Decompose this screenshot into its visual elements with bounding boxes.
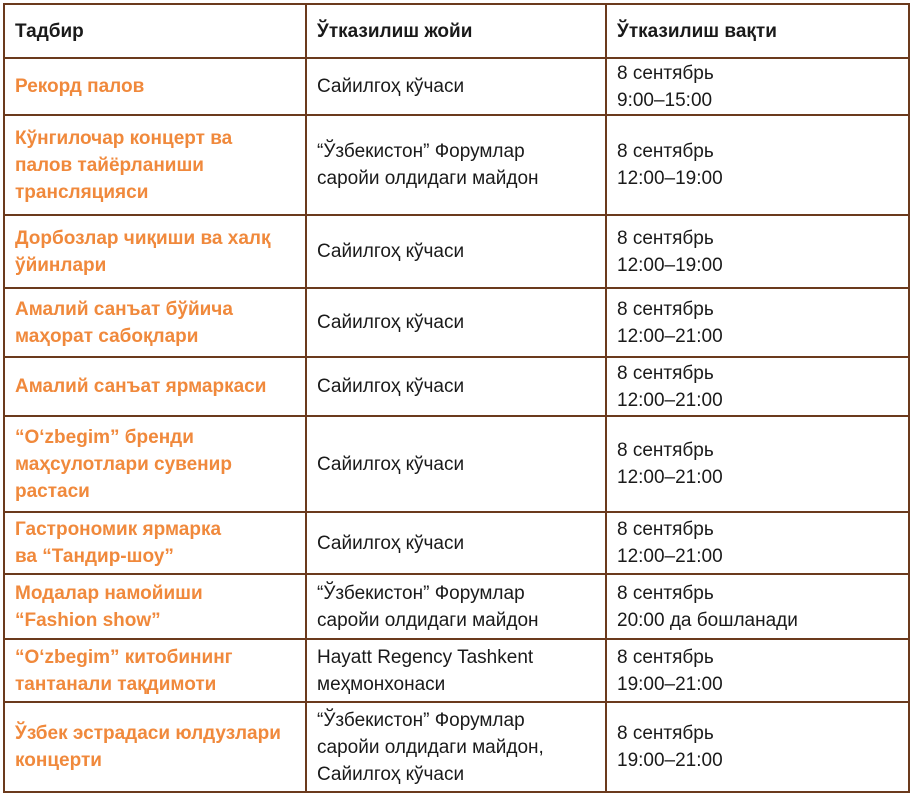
header-time: Ўтказилиш вақти <box>606 4 909 58</box>
time-cell: 8 сентябрь 19:00–21:00 <box>606 639 909 702</box>
table-row <box>4 416 909 512</box>
event-cell: “O‘zbegim” китобининг тантанали тақдимоти <box>4 639 306 702</box>
place-cell: “Ўзбекистон” Форумлар саройи олдидаги майдон, Сайилгоҳ кўчаси <box>306 702 606 792</box>
event-cell: Дорбозлар чиқиши ва халқ ўйинлари <box>4 215 306 288</box>
event-cell: Модалар намойиши “Fashion show” <box>4 574 306 639</box>
place-cell: Сайилгоҳ кўчаси <box>306 357 606 416</box>
time-cell: 8 сентябрь 12:00–19:00 <box>606 215 909 288</box>
place-cell: Сайилгоҳ кўчаси <box>306 58 606 115</box>
time-cell: 8 сентябрь 12:00–21:00 <box>606 512 909 574</box>
table-row <box>4 574 909 639</box>
table-row <box>4 215 909 288</box>
event-cell: Амалий санъат бўйича маҳорат сабоқлари <box>4 288 306 357</box>
header-place: Ўтказилиш жойи <box>306 4 606 58</box>
event-cell: Ўзбек эстрадаси юлдузлари концерти <box>4 702 306 792</box>
time-cell: 8 сентябрь 12:00–21:00 <box>606 416 909 512</box>
place-cell: Сайилгоҳ кўчаси <box>306 512 606 574</box>
time-cell: 8 сентябрь 20:00 да бошланади <box>606 574 909 639</box>
time-cell: 8 сентябрь 9:00–15:00 <box>606 58 909 115</box>
table-row <box>4 639 909 702</box>
table-row <box>4 58 909 115</box>
place-cell: “Ўзбекистон” Форумлар саройи олдидаги майдон <box>306 574 606 639</box>
place-cell: Сайилгоҳ кўчаси <box>306 416 606 512</box>
event-cell: Кўнгилочар концерт ва палов тайёрланиши трансляцияси <box>4 115 306 215</box>
event-cell: Гастрономик ярмарка ва “Тандир-шоу” <box>4 512 306 574</box>
header-event: Тадбир <box>4 4 306 58</box>
time-cell: 8 сентябрь 12:00–19:00 <box>606 115 909 215</box>
table-row <box>4 115 909 215</box>
time-cell: 8 сентябрь 12:00–21:00 <box>606 357 909 416</box>
place-cell: Сайилгоҳ кўчаси <box>306 288 606 357</box>
event-cell: “O‘zbegim” бренди маҳсулотлари сувенир растаси <box>4 416 306 512</box>
event-cell: Амалий санъат ярмаркаси <box>4 357 306 416</box>
event-cell: Рекорд палов <box>4 58 306 115</box>
table-row <box>4 288 909 357</box>
place-cell: Сайилгоҳ кўчаси <box>306 215 606 288</box>
time-cell: 8 сентябрь 12:00–21:00 <box>606 288 909 357</box>
table-row <box>4 357 909 416</box>
table-header-row <box>4 4 909 58</box>
events-table <box>3 3 910 793</box>
place-cell: Hayatt Regency Tashkent меҳмонхонаси <box>306 639 606 702</box>
time-cell: 8 сентябрь 19:00–21:00 <box>606 702 909 792</box>
place-cell: “Ўзбекистон” Форумлар саройи олдидаги майдон <box>306 115 606 215</box>
table-row <box>4 512 909 574</box>
table-row <box>4 702 909 792</box>
